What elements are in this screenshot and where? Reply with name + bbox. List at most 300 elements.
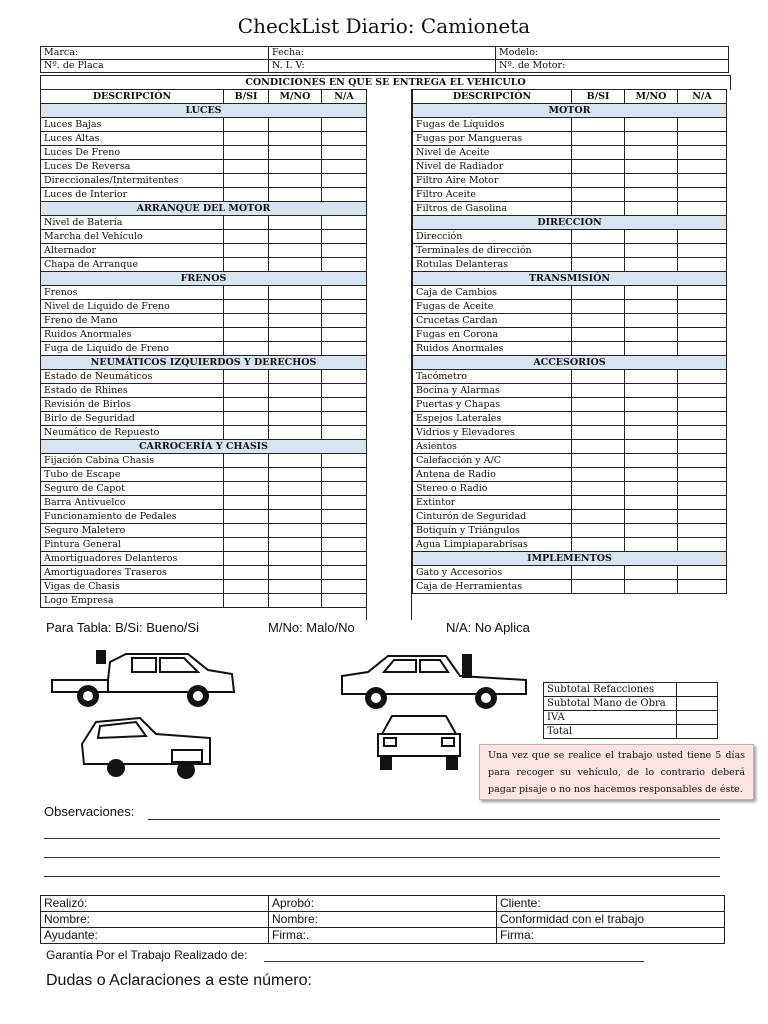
mno-checkbox[interactable] (625, 230, 678, 244)
bsi-checkbox[interactable] (224, 370, 269, 384)
totals-value[interactable] (677, 683, 718, 697)
checklist-row (413, 314, 727, 328)
bsi-checkbox[interactable] (572, 258, 625, 272)
checklist-row (41, 552, 367, 566)
bsi-checkbox[interactable] (572, 244, 625, 258)
mno-checkbox[interactable] (625, 188, 678, 202)
item-label: Luces Altas (41, 132, 224, 146)
totals-label: Subtotal Mano de Obra (544, 697, 677, 711)
item-label: Rotulas Delanteras (413, 258, 572, 272)
item-label: Neumático de Repuesto (41, 426, 224, 440)
na-checkbox[interactable] (322, 370, 367, 384)
mno-checkbox[interactable] (269, 370, 322, 384)
bsi-checkbox[interactable] (224, 188, 269, 202)
mno-checkbox[interactable] (269, 160, 322, 174)
na-checkbox[interactable] (322, 482, 367, 496)
bsi-checkbox[interactable] (224, 230, 269, 244)
motor-field[interactable]: Nº. de Motor: (496, 60, 729, 73)
totals-label: Total (544, 725, 677, 739)
item-label: Seguro Maletero (41, 524, 224, 538)
na-checkbox[interactable] (322, 230, 367, 244)
na-checkbox[interactable] (322, 258, 367, 272)
mno-checkbox[interactable] (269, 454, 322, 468)
mno-checkbox[interactable] (625, 342, 678, 356)
truck-rear-left-image (76, 714, 216, 780)
observaciones-text: Observaciones: (44, 804, 135, 819)
totals-row (544, 683, 718, 697)
checklist-row (413, 370, 727, 384)
mno-checkbox[interactable] (625, 370, 678, 384)
mno-checkbox[interactable] (269, 174, 322, 188)
mno-checkbox[interactable] (625, 160, 678, 174)
mno-checkbox[interactable] (269, 384, 322, 398)
totals-row (544, 697, 718, 711)
mno-checkbox[interactable] (269, 580, 322, 594)
totals-table (543, 682, 718, 739)
na-checkbox[interactable] (322, 594, 367, 608)
mno-checkbox[interactable] (625, 202, 678, 216)
checklist-row (41, 174, 367, 188)
mno-checkbox[interactable] (625, 510, 678, 524)
checklist-row (413, 258, 727, 272)
checklist-row (41, 454, 367, 468)
na-checkbox[interactable] (322, 132, 367, 146)
mno-checkbox[interactable] (625, 440, 678, 454)
bsi-checkbox[interactable] (224, 216, 269, 230)
bsi-checkbox[interactable] (572, 580, 625, 594)
na-checkbox[interactable] (678, 440, 727, 454)
section-title: ACCESORIOS (413, 356, 727, 370)
mno-checkbox[interactable] (625, 258, 678, 272)
item-label: Filtros de Gasolina (413, 202, 572, 216)
mno-checkbox[interactable] (269, 314, 322, 328)
item-label: Alternador (41, 244, 224, 258)
na-checkbox[interactable] (322, 566, 367, 580)
mno-checkbox[interactable] (625, 496, 678, 510)
bsi-checkbox[interactable] (224, 342, 269, 356)
totals-value[interactable] (677, 711, 718, 725)
na-checkbox[interactable] (678, 482, 727, 496)
checklist-row (41, 370, 367, 384)
page-title: CheckList Diario: Camioneta (237, 14, 531, 38)
na-checkbox[interactable] (678, 314, 727, 328)
na-checkbox[interactable] (678, 468, 727, 482)
na-checkbox[interactable] (678, 384, 727, 398)
na-checkbox[interactable] (678, 524, 727, 538)
bsi-checkbox[interactable] (572, 454, 625, 468)
mno-checkbox[interactable] (269, 300, 322, 314)
signature-field[interactable]: Aprobó: (269, 896, 497, 912)
fecha-field[interactable]: Fecha: (269, 47, 496, 60)
bsi-checkbox[interactable] (224, 286, 269, 300)
mno-checkbox[interactable] (625, 412, 678, 426)
checklist-row (41, 538, 367, 552)
mno-checkbox[interactable] (625, 538, 678, 552)
signature-field[interactable]: Firma: (497, 928, 725, 944)
mno-checkbox[interactable] (269, 496, 322, 510)
mno-checkbox[interactable] (625, 132, 678, 146)
bsi-checkbox[interactable] (572, 398, 625, 412)
item-label: Tacómetro (413, 370, 572, 384)
mno-checkbox[interactable] (269, 524, 322, 538)
na-checkbox[interactable] (678, 412, 727, 426)
bsi-checkbox[interactable] (572, 384, 625, 398)
na-checkbox[interactable] (678, 202, 727, 216)
section-header-row (41, 104, 367, 118)
na-checkbox[interactable] (322, 496, 367, 510)
bsi-checkbox[interactable] (224, 314, 269, 328)
mno-checkbox[interactable] (269, 412, 322, 426)
signature-row (41, 912, 725, 928)
mno-checkbox[interactable] (625, 328, 678, 342)
checklist-row (413, 286, 727, 300)
bsi-checkbox[interactable] (224, 594, 269, 608)
na-checkbox[interactable] (678, 580, 727, 594)
mno-checkbox[interactable] (269, 468, 322, 482)
bsi-checkbox[interactable] (224, 244, 269, 258)
na-checkbox[interactable] (322, 468, 367, 482)
mno-checkbox[interactable] (625, 146, 678, 160)
bsi-checkbox[interactable] (572, 230, 625, 244)
checklist-row (413, 454, 727, 468)
bsi-checkbox[interactable] (572, 524, 625, 538)
na-checkbox[interactable] (678, 454, 727, 468)
bsi-checkbox[interactable] (224, 580, 269, 594)
item-label: Fugas en Corona (413, 328, 572, 342)
bsi-checkbox[interactable] (224, 496, 269, 510)
checklist-row (41, 482, 367, 496)
totals-row (544, 725, 718, 739)
na-checkbox[interactable] (322, 426, 367, 440)
na-checkbox[interactable] (322, 552, 367, 566)
mno-checkbox[interactable] (625, 286, 678, 300)
mno-checkbox[interactable] (625, 426, 678, 440)
checklist-row (41, 384, 367, 398)
mno-checkbox[interactable] (269, 594, 322, 608)
na-checkbox[interactable] (322, 342, 367, 356)
bsi-checkbox[interactable] (572, 468, 625, 482)
bsi-checkbox[interactable] (224, 132, 269, 146)
mno-checkbox[interactable] (269, 188, 322, 202)
bsi-checkbox[interactable] (572, 300, 625, 314)
section-title: FRENOS (41, 272, 367, 286)
mno-checkbox[interactable] (625, 384, 678, 398)
bsi-checkbox[interactable] (224, 552, 269, 566)
observaciones-line[interactable] (44, 876, 720, 877)
na-checkbox[interactable] (322, 160, 367, 174)
checklist-row (41, 300, 367, 314)
na-checkbox[interactable] (322, 286, 367, 300)
left-checklist-table (40, 89, 367, 608)
bsi-checkbox[interactable] (572, 496, 625, 510)
section-title: DIRECCION (413, 216, 727, 230)
signature-field[interactable]: Cliente: (497, 896, 725, 912)
na-checkbox[interactable] (678, 566, 727, 580)
mno-checkbox[interactable] (625, 300, 678, 314)
mno-checkbox[interactable] (625, 468, 678, 482)
signature-field[interactable]: Ayudante: (41, 928, 269, 944)
item-label: Nivel de Aceite (413, 146, 572, 160)
bsi-checkbox[interactable] (224, 398, 269, 412)
mno-checkbox[interactable] (625, 524, 678, 538)
mno-checkbox[interactable] (625, 118, 678, 132)
checklist-row (41, 580, 367, 594)
item-label: Nivel de Batería (41, 216, 224, 230)
header-descripcion: DESCRIPCIÓN (413, 90, 572, 104)
item-label: Calefacción y A/C (413, 454, 572, 468)
bsi-checkbox[interactable] (572, 132, 625, 146)
totals-value[interactable] (677, 697, 718, 711)
observaciones-line[interactable] (148, 819, 720, 820)
mno-checkbox[interactable] (269, 286, 322, 300)
na-checkbox[interactable] (678, 230, 727, 244)
truck-front-image (374, 708, 464, 774)
legend-na: N/A: No Aplica (446, 620, 530, 635)
legend-bsi: Para Tabla: B/Si: Bueno/Si (46, 620, 199, 635)
checklist-row (41, 524, 367, 538)
bsi-checkbox[interactable] (572, 440, 625, 454)
mno-checkbox[interactable] (269, 118, 322, 132)
item-label: Estado de Rhines (41, 384, 224, 398)
bsi-checkbox[interactable] (224, 328, 269, 342)
na-checkbox[interactable] (678, 510, 727, 524)
mno-checkbox[interactable] (625, 482, 678, 496)
bsi-checkbox[interactable] (572, 342, 625, 356)
signature-field[interactable]: Nombre: (269, 912, 497, 928)
bsi-checkbox[interactable] (224, 300, 269, 314)
bsi-checkbox[interactable] (224, 524, 269, 538)
checklist-row (41, 426, 367, 440)
observaciones-line[interactable] (44, 838, 720, 839)
na-checkbox[interactable] (678, 188, 727, 202)
na-checkbox[interactable] (322, 216, 367, 230)
checklist-row (413, 342, 727, 356)
mno-checkbox[interactable] (269, 244, 322, 258)
bsi-checkbox[interactable] (572, 118, 625, 132)
na-checkbox[interactable] (678, 398, 727, 412)
right-checklist-table (412, 89, 727, 594)
section-header-row (413, 552, 727, 566)
bsi-checkbox[interactable] (224, 538, 269, 552)
bsi-checkbox[interactable] (572, 174, 625, 188)
checklist-row (413, 146, 727, 160)
section-title: NEUMÁTICOS IZQUIERDOS Y DERECHOS (41, 356, 367, 370)
mno-checkbox[interactable] (269, 510, 322, 524)
mno-checkbox[interactable] (625, 398, 678, 412)
mno-checkbox[interactable] (625, 454, 678, 468)
checklist-row (41, 286, 367, 300)
na-checkbox[interactable] (322, 524, 367, 538)
na-checkbox[interactable] (678, 370, 727, 384)
garantia-line[interactable] (264, 961, 644, 962)
signature-field[interactable]: Realizó: (41, 896, 269, 912)
bsi-checkbox[interactable] (572, 188, 625, 202)
mno-checkbox[interactable] (269, 538, 322, 552)
na-checkbox[interactable] (322, 412, 367, 426)
marca-field[interactable]: Marca: (41, 47, 269, 60)
mno-checkbox[interactable] (269, 552, 322, 566)
checklist-row (41, 244, 367, 258)
na-checkbox[interactable] (678, 146, 727, 160)
na-checkbox[interactable] (322, 244, 367, 258)
bsi-checkbox[interactable] (224, 566, 269, 580)
mno-checkbox[interactable] (269, 230, 322, 244)
bsi-checkbox[interactable] (572, 412, 625, 426)
na-checkbox[interactable] (678, 286, 727, 300)
checklist-row (41, 328, 367, 342)
mno-checkbox[interactable] (269, 146, 322, 160)
bsi-checkbox[interactable] (224, 482, 269, 496)
item-label: Nivel de Radiador (413, 160, 572, 174)
item-label: Pintura General (41, 538, 224, 552)
mno-checkbox[interactable] (269, 398, 322, 412)
bsi-checkbox[interactable] (572, 482, 625, 496)
na-checkbox[interactable] (322, 188, 367, 202)
checklist-row (41, 132, 367, 146)
bsi-checkbox[interactable] (572, 426, 625, 440)
section-header-row (413, 104, 727, 118)
bsi-checkbox[interactable] (572, 538, 625, 552)
na-checkbox[interactable] (322, 454, 367, 468)
observaciones-line[interactable] (44, 857, 720, 858)
mno-checkbox[interactable] (269, 482, 322, 496)
na-checkbox[interactable] (678, 300, 727, 314)
bsi-checkbox[interactable] (572, 314, 625, 328)
bsi-checkbox[interactable] (572, 146, 625, 160)
checklist-row (413, 426, 727, 440)
section-title: IMPLEMENTOS (413, 552, 727, 566)
bsi-checkbox[interactable] (224, 426, 269, 440)
checklist-row (413, 328, 727, 342)
signature-row (41, 928, 725, 944)
na-checkbox[interactable] (322, 146, 367, 160)
bsi-checkbox[interactable] (572, 510, 625, 524)
bsi-checkbox[interactable] (572, 286, 625, 300)
mno-checkbox[interactable] (269, 258, 322, 272)
mno-checkbox[interactable] (269, 566, 322, 580)
mno-checkbox[interactable] (625, 174, 678, 188)
truck-side-left-image (48, 650, 240, 712)
na-checkbox[interactable] (322, 384, 367, 398)
niv-field[interactable]: N. I. V: (269, 60, 496, 73)
checklist-row (41, 510, 367, 524)
mno-checkbox[interactable] (269, 216, 322, 230)
totals-label: IVA (544, 711, 677, 725)
mno-checkbox[interactable] (269, 342, 322, 356)
checklist-row (41, 594, 367, 608)
bsi-checkbox[interactable] (224, 510, 269, 524)
bsi-checkbox[interactable] (224, 384, 269, 398)
item-label: Luces Bajas (41, 118, 224, 132)
mno-checkbox[interactable] (625, 244, 678, 258)
item-label: Chapa de Arranque (41, 258, 224, 272)
bsi-checkbox[interactable] (572, 328, 625, 342)
na-checkbox[interactable] (678, 174, 727, 188)
placa-field[interactable]: Nº. de Placa (41, 60, 269, 73)
mno-checkbox[interactable] (625, 566, 678, 580)
item-label: Asientos (413, 440, 572, 454)
totals-row (544, 711, 718, 725)
bsi-checkbox[interactable] (224, 174, 269, 188)
mno-checkbox[interactable] (269, 328, 322, 342)
bsi-checkbox[interactable] (572, 370, 625, 384)
checklist-row (41, 146, 367, 160)
na-checkbox[interactable] (322, 174, 367, 188)
checklist-row (413, 398, 727, 412)
item-label: Freno de Mano (41, 314, 224, 328)
na-checkbox[interactable] (678, 328, 727, 342)
na-checkbox[interactable] (322, 118, 367, 132)
bsi-checkbox[interactable] (224, 412, 269, 426)
na-checkbox[interactable] (322, 510, 367, 524)
item-label: Logo Empresa (41, 594, 224, 608)
checklist-row (413, 384, 727, 398)
bsi-checkbox[interactable] (224, 146, 269, 160)
na-checkbox[interactable] (678, 342, 727, 356)
modelo-field[interactable]: Modelo: (496, 47, 729, 60)
na-checkbox[interactable] (678, 160, 727, 174)
mno-checkbox[interactable] (625, 580, 678, 594)
mno-checkbox[interactable] (269, 132, 322, 146)
na-checkbox[interactable] (322, 398, 367, 412)
checklist-row (413, 440, 727, 454)
na-checkbox[interactable] (322, 300, 367, 314)
checklist-row (413, 160, 727, 174)
bsi-checkbox[interactable] (224, 258, 269, 272)
item-label: Estado de Neumáticos (41, 370, 224, 384)
section-title: CARROCERÍA Y CHASIS (41, 440, 367, 454)
item-label: Seguro de Capot (41, 482, 224, 496)
mno-checkbox[interactable] (269, 426, 322, 440)
checklist-row (413, 482, 727, 496)
na-checkbox[interactable] (678, 118, 727, 132)
pickup-notice: Una vez que se realice el trabajo usted tiene 5 días para recoger su vehículo, de lo contrario deberá pagar pisaje o no nos hacemos responsables de éste. (479, 744, 754, 800)
totals-value[interactable] (677, 725, 718, 739)
checklist-row (413, 230, 727, 244)
bsi-checkbox[interactable] (224, 160, 269, 174)
na-checkbox[interactable] (678, 426, 727, 440)
na-checkbox[interactable] (678, 258, 727, 272)
item-label: Fugas de Líquidos (413, 118, 572, 132)
column-header-row (413, 90, 727, 104)
bsi-checkbox[interactable] (224, 118, 269, 132)
na-checkbox[interactable] (322, 314, 367, 328)
bsi-checkbox[interactable] (572, 160, 625, 174)
na-checkbox[interactable] (322, 328, 367, 342)
bsi-checkbox[interactable] (572, 566, 625, 580)
header-bsi: B/SI (224, 90, 269, 104)
item-label: Barra Antivuelco (41, 496, 224, 510)
header-mno: M/NO (625, 90, 678, 104)
na-checkbox[interactable] (322, 538, 367, 552)
bsi-checkbox[interactable] (224, 468, 269, 482)
signature-field[interactable]: Firma:. (269, 928, 497, 944)
na-checkbox[interactable] (678, 244, 727, 258)
checklist-row (413, 300, 727, 314)
signature-field[interactable]: Nombre: (41, 912, 269, 928)
bsi-checkbox[interactable] (572, 202, 625, 216)
na-checkbox[interactable] (678, 132, 727, 146)
na-checkbox[interactable] (678, 538, 727, 552)
item-label: Fugas de Aceite (413, 300, 572, 314)
item-label: Luces de Interior (41, 188, 224, 202)
bsi-checkbox[interactable] (224, 454, 269, 468)
mno-checkbox[interactable] (625, 314, 678, 328)
signature-field[interactable]: Conformidad con el trabajo (497, 912, 725, 928)
item-label: Cinturón de Seguridad (413, 510, 572, 524)
na-checkbox[interactable] (678, 496, 727, 510)
na-checkbox[interactable] (322, 580, 367, 594)
